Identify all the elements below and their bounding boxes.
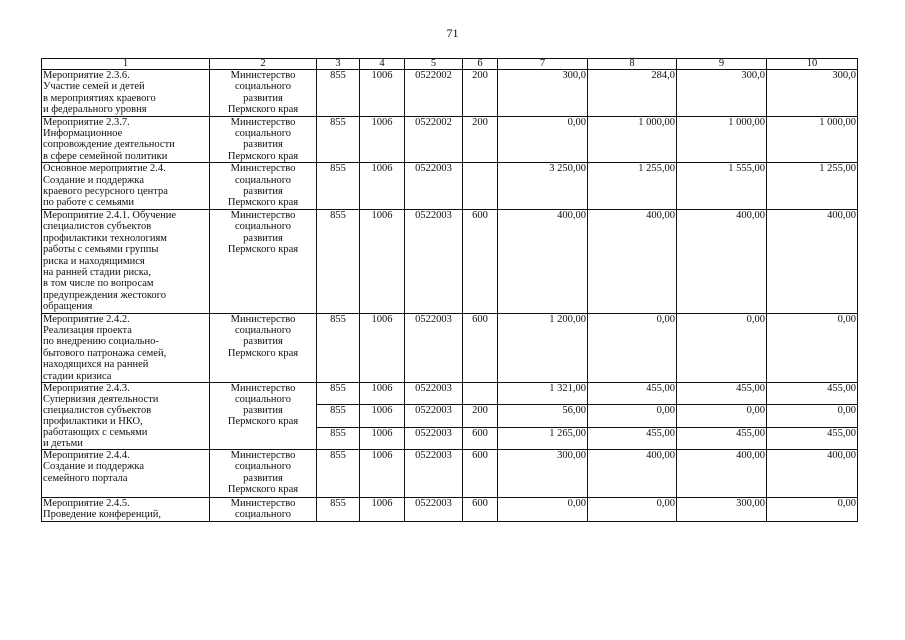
activity-name-cell (42, 449, 210, 497)
activity-name-line: Мероприятие 2.4.2. (43, 313, 130, 325)
activity-name-line: семейного портала (43, 472, 128, 484)
cell-col4: 1006 (360, 313, 405, 382)
activity-name-line: Мероприятие 2.4.5. (43, 497, 130, 509)
cell-col6: 600 (463, 497, 498, 521)
cell-col8: 1 255,00 (588, 163, 677, 210)
cell-col3: 855 (317, 163, 360, 210)
cell-col5: 0522003 (405, 209, 463, 313)
activity-name-line: находящихся на ранней (43, 359, 149, 371)
executor-line: Министерство (230, 449, 296, 461)
activity-name-line: краевого ресурсного центра (43, 186, 168, 198)
activity-name-line: риска и находящимися (43, 255, 145, 267)
cell-col3: 855 (317, 313, 360, 382)
executor-line: Пермского края (227, 244, 299, 256)
activity-name-cell (42, 70, 210, 117)
executor-line: социального (234, 393, 292, 405)
executor-line: развития (243, 336, 283, 348)
cell-col5: 0522003 (405, 449, 463, 497)
col-header-8: 8 (588, 59, 677, 70)
cell-col3: 855 (317, 427, 360, 449)
col-header-7: 7 (498, 59, 588, 70)
executor-line: развития (243, 404, 283, 416)
cell-col5: 0522003 (405, 497, 463, 521)
executor-line: Министерство (230, 70, 296, 81)
cell-col5: 0522003 (405, 163, 463, 210)
table-row (42, 382, 858, 404)
cell-col6: 200 (463, 116, 498, 163)
activity-name-line: обращения (43, 301, 93, 313)
cell-col4: 1006 (360, 163, 405, 210)
cell-col8: 455,00 (588, 382, 677, 404)
cell-col5: 0522003 (405, 382, 463, 404)
col-header-9: 9 (677, 59, 767, 70)
cell-col9: 0,00 (677, 313, 767, 382)
cell-col8: 284,0 (588, 70, 677, 117)
cell-col6 (463, 382, 498, 404)
col-header-2: 2 (210, 59, 317, 70)
executor-line: Министерство (230, 116, 296, 128)
cell-col10: 400,00 (767, 449, 858, 497)
activity-name-line: предупреждения жестокого (43, 289, 166, 301)
activity-name-line: Мероприятие 2.3.7. (43, 116, 130, 128)
executor-line: Пермского края (227, 347, 299, 359)
cell-col7: 400,00 (498, 209, 588, 313)
activity-name-line: специалистов субъектов (43, 404, 152, 416)
cell-col3: 855 (317, 209, 360, 313)
executor-line: социального (234, 509, 292, 521)
activity-name-line: Мероприятие 2.4.4. (43, 449, 130, 461)
activity-name-line: в мероприятиях краевого (43, 92, 156, 104)
executor-line: Пермского края (227, 415, 299, 427)
cell-col5: 0522003 (405, 405, 463, 427)
activity-name-cell (42, 209, 210, 313)
activity-name-line: сопровождение деятельности (43, 139, 175, 151)
cell-col10: 1 255,00 (767, 163, 858, 210)
table-row (42, 163, 858, 210)
activity-name-line: работы с семьями группы (43, 244, 159, 256)
activity-name-line: специалистов субъектов (43, 221, 152, 233)
executor-line: Министерство (230, 497, 296, 509)
activity-name-cell (42, 497, 210, 521)
cell-col8: 0,00 (588, 405, 677, 427)
cell-col10: 1 000,00 (767, 116, 858, 163)
executor-line: Пермского края (227, 484, 299, 496)
cell-col4: 1006 (360, 497, 405, 521)
col-header-1: 1 (42, 59, 210, 70)
cell-col8: 400,00 (588, 209, 677, 313)
cell-col6: 600 (463, 449, 498, 497)
cell-col6: 600 (463, 427, 498, 449)
activity-name-line: Создание и поддержка (43, 461, 145, 473)
activity-name-line: по работе с семьями (43, 197, 134, 209)
executor-cell (210, 449, 317, 497)
cell-col9: 1 000,00 (677, 116, 767, 163)
cell-col10: 455,00 (767, 382, 858, 404)
activity-name-line: в сфере семейной политики (43, 150, 168, 162)
cell-col10: 0,00 (767, 313, 858, 382)
activity-name-line: Информационное (43, 128, 123, 140)
table-row (42, 116, 858, 163)
cell-col8: 1 000,00 (588, 116, 677, 163)
activity-name-line: Мероприятие 2.3.6. (43, 70, 130, 81)
col-header-4: 4 (360, 59, 405, 70)
cell-col5: 0522003 (405, 313, 463, 382)
col-header-5: 5 (405, 59, 463, 70)
cell-col3: 855 (317, 449, 360, 497)
cell-col8: 0,00 (588, 313, 677, 382)
cell-col5: 0522003 (405, 427, 463, 449)
col-header-6: 6 (463, 59, 498, 70)
cell-col4: 1006 (360, 382, 405, 404)
executor-line: развития (243, 92, 283, 104)
activity-name-cell (42, 163, 210, 210)
cell-col9: 400,00 (677, 209, 767, 313)
executor-cell (210, 313, 317, 382)
activity-name-line: Проведение конференций, (43, 509, 161, 521)
executor-line: социального (234, 324, 292, 336)
executor-line: социального (234, 128, 292, 140)
cell-col7: 56,00 (498, 405, 588, 427)
executor-line: Пермского края (227, 150, 299, 162)
activity-name-line: по внедрению социально- (43, 336, 159, 348)
cell-col7: 1 200,00 (498, 313, 588, 382)
activity-name-line: в том числе по вопросам (43, 278, 154, 290)
cell-col6 (463, 163, 498, 210)
executor-line: Министерство (230, 163, 296, 175)
header-row (42, 59, 858, 70)
cell-col7: 300,00 (498, 449, 588, 497)
executor-line: Пермского края (227, 197, 299, 209)
activity-name-line: на ранней стадии риска, (43, 266, 151, 278)
cell-col4: 1006 (360, 449, 405, 497)
cell-col8: 0,00 (588, 497, 677, 521)
executor-line: развития (243, 472, 283, 484)
executor-line: развития (243, 232, 283, 244)
cell-col3: 855 (317, 116, 360, 163)
col-header-3: 3 (317, 59, 360, 70)
cell-col4: 1006 (360, 405, 405, 427)
activity-name-line: бытового патронажа семей, (43, 347, 167, 359)
activity-name-line: профилактики технологиям (43, 232, 167, 244)
cell-col10: 455,00 (767, 427, 858, 449)
activity-name-cell (42, 382, 210, 449)
cell-col3: 855 (317, 382, 360, 404)
cell-col8: 400,00 (588, 449, 677, 497)
activity-name-line: Создание и поддержка (43, 174, 145, 186)
activity-name-cell (42, 116, 210, 163)
table-row (42, 449, 858, 497)
cell-col5: 0522002 (405, 116, 463, 163)
executor-line: Пермского края (227, 104, 299, 116)
activity-name-line: Участие семей и детей (43, 81, 145, 93)
cell-col6: 200 (463, 405, 498, 427)
table-row (42, 497, 858, 521)
cell-col7: 1 321,00 (498, 382, 588, 404)
table-row (42, 313, 858, 382)
executor-line: Министерство (230, 382, 296, 394)
col-header-10: 10 (767, 59, 858, 70)
executor-cell (210, 163, 317, 210)
cell-col9: 1 555,00 (677, 163, 767, 210)
cell-col7: 3 250,00 (498, 163, 588, 210)
cell-col9: 400,00 (677, 449, 767, 497)
executor-line: социального (234, 174, 292, 186)
executor-line: социального (234, 221, 292, 233)
activity-name-line: Мероприятие 2.4.1. Обучение (43, 209, 177, 221)
activity-name-line: Основное мероприятие 2.4. (43, 163, 166, 175)
executor-line: Министерство (230, 313, 296, 325)
cell-col9: 300,0 (677, 70, 767, 117)
cell-col4: 1006 (360, 70, 405, 117)
cell-col10: 300,0 (767, 70, 858, 117)
cell-col9: 300,00 (677, 497, 767, 521)
table-row (42, 209, 858, 313)
activity-name-line: работающих с семьями (43, 426, 148, 438)
executor-line: Министерство (230, 209, 296, 221)
cell-col9: 455,00 (677, 382, 767, 404)
executor-cell (210, 382, 317, 449)
executor-line: социального (234, 461, 292, 473)
activity-name-line: Реализация проекта (43, 324, 132, 336)
budget-table (41, 58, 858, 522)
cell-col10: 400,00 (767, 209, 858, 313)
cell-col10: 0,00 (767, 405, 858, 427)
cell-col3: 855 (317, 70, 360, 117)
cell-col4: 1006 (360, 427, 405, 449)
table-row (42, 70, 858, 117)
cell-col5: 0522002 (405, 70, 463, 117)
activity-name-line: и федерального уровня (43, 104, 147, 116)
executor-cell (210, 497, 317, 521)
executor-cell (210, 116, 317, 163)
cell-col7: 1 265,00 (498, 427, 588, 449)
cell-col9: 0,00 (677, 405, 767, 427)
cell-col4: 1006 (360, 116, 405, 163)
activity-name-cell (42, 313, 210, 382)
cell-col3: 855 (317, 497, 360, 521)
cell-col6: 200 (463, 70, 498, 117)
cell-col8: 455,00 (588, 427, 677, 449)
cell-col6: 600 (463, 313, 498, 382)
cell-col6: 600 (463, 209, 498, 313)
page-number: 71 (446, 26, 459, 40)
cell-col9: 455,00 (677, 427, 767, 449)
executor-line: социального (234, 81, 292, 93)
activity-name-line: Мероприятие 2.4.3. (43, 382, 130, 394)
cell-col3: 855 (317, 405, 360, 427)
cell-col7: 300,0 (498, 70, 588, 117)
executor-cell (210, 70, 317, 117)
cell-col4: 1006 (360, 209, 405, 313)
activity-name-line: Супервизия деятельности (43, 393, 159, 405)
activity-name-line: стадии кризиса (43, 370, 112, 382)
executor-line: развития (243, 139, 283, 151)
executor-line: развития (243, 186, 283, 198)
activity-name-line: и детьми (43, 437, 83, 449)
cell-col10: 0,00 (767, 497, 858, 521)
activity-name-line: профилактики и НКО, (43, 415, 143, 427)
cell-col7: 0,00 (498, 497, 588, 521)
cell-col7: 0,00 (498, 116, 588, 163)
executor-cell (210, 209, 317, 313)
